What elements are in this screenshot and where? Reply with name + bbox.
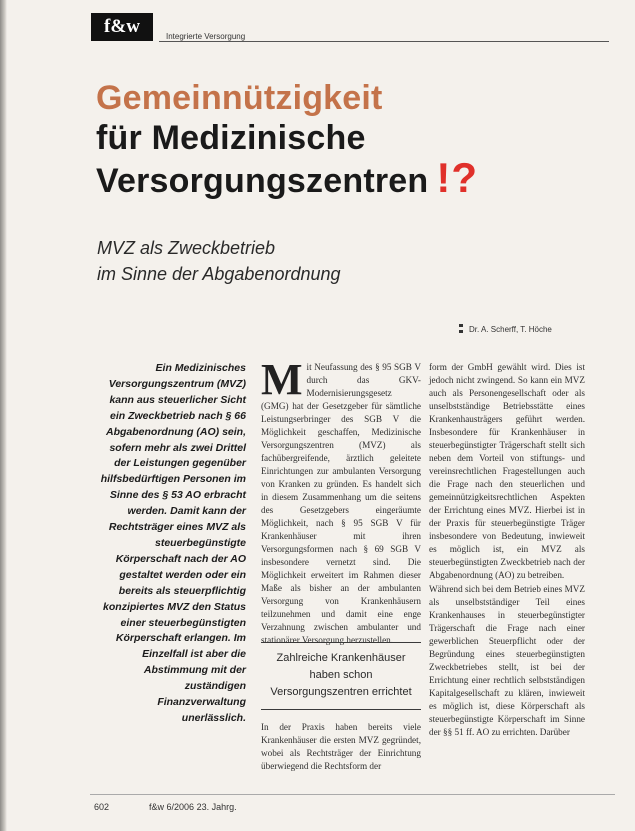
- page-footer: [94, 802, 237, 812]
- title-question-mark: !?: [436, 154, 479, 201]
- subtitle-line-1: MVZ als Zweckbetrieb: [97, 238, 276, 258]
- issue-info: f&w 6/2006 23. Jahrg.: [149, 802, 237, 812]
- article-title: [96, 78, 616, 201]
- body-column-right: [429, 361, 585, 582]
- body-paragraph-3: form der GmbH gewählt wird. Dies ist jedoch nicht zwingend. So kann ein MVZ auch als Personengesellschaft oder als unselbstständige Betriebsstätte eines Krankenhausträgers geführt werden. Insbesondere für Krankenhäuser in steuerbegünstigter Trägerschaft stellt sich neben dem Vorteil von stiftungs- und vereinsrechtlichen Fragestellungen auch die Frage nach den steuerlichen und gemeinnützigkeitsrechtlichen Aspekten der Errichtung eines MVZ. Hierbei ist in der Praxis für steuerbegünstigte Träger insbesondere von Bedeutung, inwieweit es möglich ist, ein MVZ als steuerbegünstigten Zweckbetrieb nach der Abgabenordnung (AO) zu betreiben.: [429, 362, 585, 580]
- drop-cap: M: [261, 355, 303, 404]
- body-column-middle: [261, 355, 421, 647]
- magazine-logo: f&w: [91, 13, 153, 41]
- header-divider: [159, 41, 609, 42]
- title-line-3-text: Versorgungszentren: [96, 162, 429, 200]
- page-binding-shadow: [0, 0, 7, 831]
- article-subtitle: [97, 235, 341, 287]
- article-teaser: Ein Medizinisches Versorgungszentrum (MVZ) kann aus steuerlicher Sicht ein Zweckbetrieb nach § 66 Abgabenordnung (AO) sein, sofern mehr als zwei Drittel der Leistungen gegenüber hilfsbedürftigen Personen im Sinne des § 53 AO erbracht werden. Damit kann der Rechtsträger eines MVZ als steuerbegünstigte Körperschaft nach der AO gestaltet werden oder ein bereits als steuerpflichtig konzipiertes MVZ den Status einer steuerbegünstigten Körperschaft erlangen. Im Einzelfall ist aber die Abstimmung mit der zuständigen Finanzverwaltung unerlässlich.: [100, 362, 246, 724]
- body-paragraph-2: In der Praxis haben bereits viele Krankenhäuser die ersten MVZ gegründet, wobei als Rechtsträger der Einrichtung überwiegend die Rechtsform der: [261, 722, 421, 771]
- author-names: Dr. A. Scherff, T. Höche: [469, 325, 552, 334]
- body-paragraph-4: Während sich bei dem Betrieb eines MVZ als unselbstständiger Teil eines Krankenhauses in steuerbegünstigter Trägerschaft die Frage nach einer gewerblichen Steuerpflicht oder der Begründung eines steuerbegünstigten Zweckbetriebes stellt, ist bei der Errichtung einer rechtlich selbstständigen Kapitalgesellschaft zu klären, inwieweit es möglich ist, diese Körperschaft als steuerbegünstigte Körperschaft im Sinne der §§ 51 ff. AO zu errichten. Darüber: [429, 584, 585, 737]
- title-line-2: für Medizinische: [96, 119, 366, 157]
- title-line-3: [96, 154, 616, 201]
- body-paragraph-1: it Neufassung des § 95 SGB V durch das GKV-Modernisierungsgesetz (GMG) hat der Gesetzgeber für sämtliche Leistungserbringer des SGB V die Möglichkeit geschaffen, Medizinische Versorgungszentren (MVZ) als fachübergreifende, ärztlich geleitete Einrichtungen zur ambulanten Versorgung von Kranken zu gründen. Es handelt sich in diesem Zusammenhang um die seitens des Gesetzgebers eingeräumte Möglichkeit, nach § 95 SGB V für Krankenhäuser mit ihren Versorgungsformen nach § 69 SGB V insbesondere vernetzt sind. Die Möglichkeit erweitert im Rahmen dieser Maße als bisher an der ambulanten Versorgung von Krankenhäusern teilzunehmen und damit eine enge Verzahnung zwischen ambulanter und stationärer Versorgung herzustellen.: [261, 362, 421, 645]
- section-label: Integrierte Versorgung: [166, 32, 246, 41]
- pull-quote: [261, 642, 421, 710]
- body-column-right-lower: [429, 583, 585, 739]
- byline-marker-icon: [459, 324, 463, 333]
- title-line-1: Gemeinnützigkeit: [96, 79, 383, 117]
- subtitle-line-2: im Sinne der Abgabenordnung: [97, 264, 341, 284]
- page-number: 602: [94, 802, 110, 812]
- author-byline: [459, 324, 552, 334]
- body-column-middle-lower: [261, 721, 421, 773]
- footer-divider: [90, 794, 615, 795]
- pull-quote-text: Zahlreiche Krankenhäuser haben schon Versorgungszentren errichtet: [270, 652, 412, 698]
